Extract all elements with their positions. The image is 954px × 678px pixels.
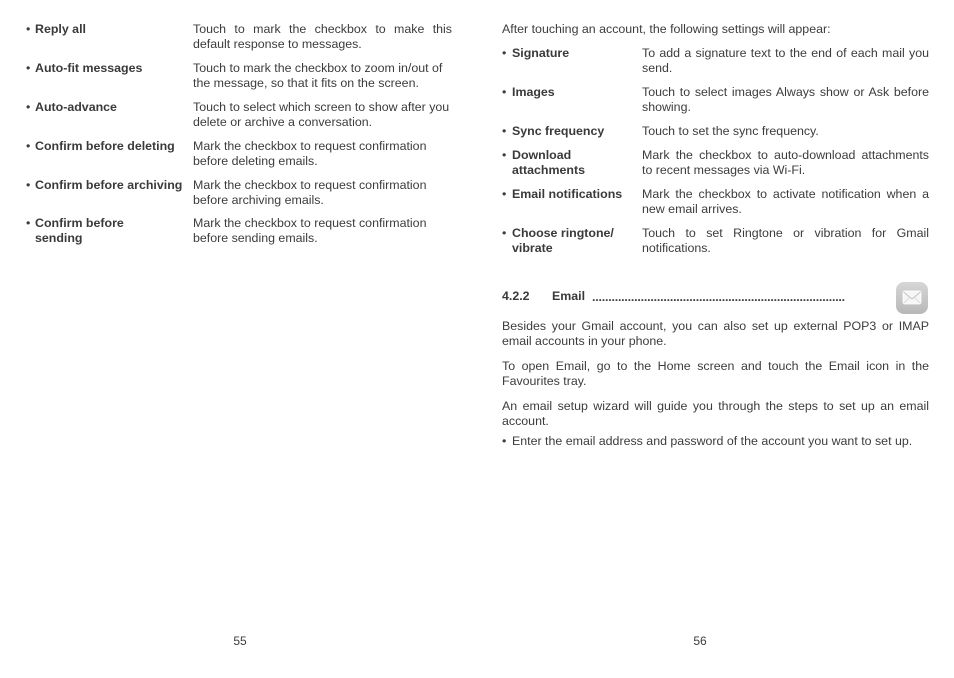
page-number: 56 bbox=[693, 634, 707, 648]
bullet: • bbox=[26, 139, 31, 153]
email-app-icon bbox=[896, 282, 928, 314]
setting-term: Choose ringtone/ vibrate bbox=[512, 226, 614, 255]
bullet: • bbox=[26, 22, 31, 36]
setting-description: Touch to select images Always show or Ask before showing. bbox=[642, 85, 929, 114]
setting-description: Mark the checkbox to auto-download attachments to recent messages via Wi-Fi. bbox=[642, 148, 929, 177]
setting-term: Signature bbox=[512, 46, 570, 60]
setting-term: Reply all bbox=[35, 22, 86, 36]
paragraph: An email setup wizard will guide you through the steps to set up an email account. bbox=[502, 399, 929, 428]
setting-term: Confirm before deleting bbox=[35, 139, 175, 153]
setting-term: Confirm before archiving bbox=[35, 178, 183, 192]
setting-description: To add a signature text to the end of each mail you send. bbox=[642, 46, 929, 75]
setting-description: Mark the checkbox to activate notification when a new email arrives. bbox=[642, 187, 929, 216]
page-number: 55 bbox=[233, 634, 247, 648]
setting-description: Touch to mark the checkbox to make this default response to messages. bbox=[193, 22, 452, 51]
bullet: • bbox=[502, 124, 507, 138]
setting-description: Mark the checkbox to request confirmation before sending emails. bbox=[193, 216, 427, 245]
section-title: Email bbox=[552, 289, 586, 303]
bullet: • bbox=[26, 100, 31, 114]
setting-term: Auto-advance bbox=[35, 100, 117, 114]
setting-term: Sync frequency bbox=[512, 124, 605, 138]
bullet: • bbox=[26, 178, 31, 192]
bullet: • bbox=[502, 226, 507, 240]
setting-term: Confirm before sending bbox=[35, 216, 124, 245]
paragraph: To open Email, go to the Home screen and touch the Email icon in the Favourites tray. bbox=[502, 359, 929, 388]
right-page bbox=[502, 0, 930, 678]
bullet: • bbox=[26, 61, 31, 75]
setting-description: Touch to select which screen to show after you delete or archive a conversation. bbox=[193, 100, 450, 129]
setting-description: Touch to set the sync frequency. bbox=[642, 124, 819, 138]
setting-description: Mark the checkbox to request confirmation before deleting emails. bbox=[193, 139, 427, 168]
bullet-item-text: Enter the email address and password of the account you want to set up. bbox=[512, 434, 913, 448]
bullet: • bbox=[502, 187, 507, 201]
bullet: • bbox=[502, 434, 507, 448]
section-number: 4.2.2 bbox=[502, 289, 530, 303]
setting-description: Touch to mark the checkbox to zoom in/out of the message, so that it fits on the screen. bbox=[193, 61, 443, 90]
setting-description: Touch to set Ringtone or vibration for Gmail notifications. bbox=[642, 226, 929, 255]
setting-description: Mark the checkbox to request confirmation before archiving emails. bbox=[193, 178, 427, 207]
left-page bbox=[26, 0, 454, 678]
setting-term: Images bbox=[512, 85, 555, 99]
setting-term: Download attachments bbox=[512, 148, 585, 177]
paragraph: Besides your Gmail account, you can also set up external POP3 or IMAP email accounts in your phone. bbox=[502, 319, 929, 348]
bullet: • bbox=[502, 148, 507, 162]
bullet: • bbox=[502, 85, 507, 99]
section-heading bbox=[502, 288, 930, 306]
bullet: • bbox=[502, 46, 507, 60]
dot-leader: .............................................................................. bbox=[592, 290, 845, 304]
bullet: • bbox=[26, 216, 31, 230]
setting-term: Auto-fit messages bbox=[35, 61, 143, 75]
settings-intro: After touching an account, the following settings will appear: bbox=[502, 22, 831, 36]
setting-term: Email notifications bbox=[512, 187, 623, 201]
